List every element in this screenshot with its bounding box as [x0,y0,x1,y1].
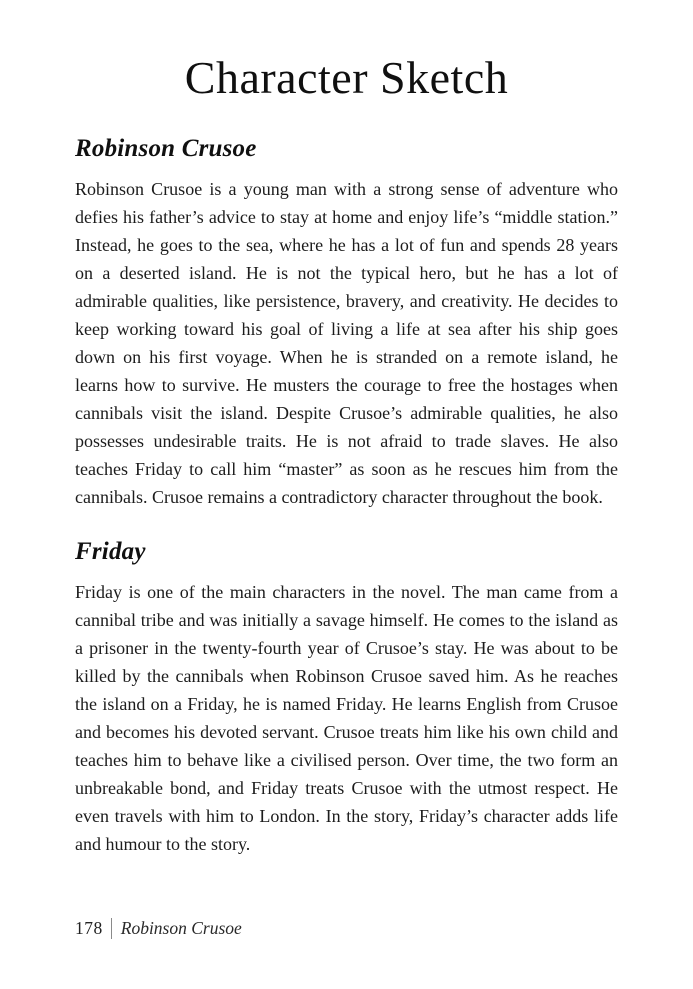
section-heading-robinson-crusoe: Robinson Crusoe [75,134,257,162]
footer-book-title: Robinson Crusoe [120,918,242,938]
page-footer [75,918,242,939]
footer-divider [111,918,112,939]
section-body-friday: Friday is one of the main characters in the novel. The man came from a cannibal tribe and was initially a savage himself. He comes to the island as a prisoner in the twenty-fourth year of Crusoe’s stay. He was about to be killed by the cannibals when Robinson Crusoe saved him. As he reaches the island on a Friday, he is named Friday. He learns English from Crusoe and becomes his devoted servant. Crusoe treats him like his own child and teaches him to behave like a civilised person. Over time, the two form an unbreakable bond, and Friday treats Crusoe with the utmost respect. He even travels with him to London. In the story, Friday’s character adds life and humour to the story. [75,581,618,854]
section-body-robinson-crusoe: Robinson Crusoe is a young man with a strong sense of adventure who defies his father’s advice to stay at home and enjoy life’s “middle station.” Instead, he goes to the sea, where he has a lot of fun and spends 28 years on a deserted island. He is not the typical hero, but he has a lot of admirable qualities, like persistence, bravery, and creativity. He decides to keep working toward his goal of living a life at sea after his ship goes down on his first voyage. When he is stranded on a remote island, he learns how to survive. He musters the courage to free the hostages when cannibals visit the island. Despite Crusoe’s admirable qualities, he also possesses undesirable traits. He is not afraid to trade slaves. He also teaches Friday to call him “master” as soon as he rescues him from the cannibals. Crusoe remains a contradictory character throughout the book. [75,178,618,507]
section-robinson-crusoe [75,135,618,511]
section-heading-friday: Friday [75,537,146,565]
page-number: 178 [75,918,103,938]
page-content [0,135,693,858]
page-title: Character Sketch [184,52,509,103]
section-friday [75,538,618,858]
